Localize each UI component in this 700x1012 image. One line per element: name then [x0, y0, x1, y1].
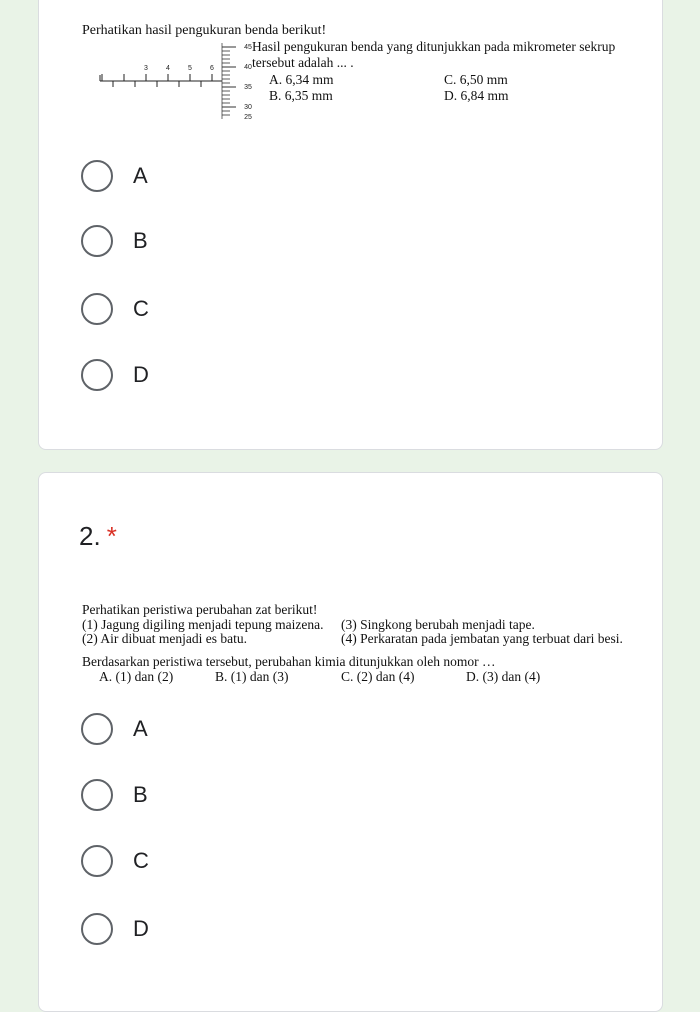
q1-radio-a[interactable] [81, 160, 113, 192]
question-2-text: Berdasarkan peristiwa tersebut, perubahan kimia ditunjukkan oleh nomor … [82, 654, 496, 669]
thimble-label-35: 35 [244, 84, 252, 91]
question-1-text-line-1: Hasil pengukuran benda yang ditunjukkan pada mikrometer sekrup [252, 39, 616, 54]
question-2-event-3: (3) Singkong berubah menjadi tape. [341, 617, 535, 632]
q1-choice-b-label: B [133, 228, 148, 253]
question-1-text-line-2: tersebut adalah ... . [252, 55, 354, 70]
question-1-option-d: D. 6,84 mm [444, 88, 509, 103]
q2-choice-b-label: B [133, 782, 148, 807]
sleeve-label-6: 6 [210, 65, 214, 72]
q2-choice-d-label: D [133, 916, 149, 941]
question-1-option-c: C. 6,50 mm [444, 72, 508, 87]
micrometer-diagram [92, 37, 262, 119]
q2-radio-a[interactable] [81, 713, 113, 745]
question-2-option-c: C. (2) dan (4) [341, 669, 415, 684]
thimble-label-25: 25 [244, 114, 252, 119]
question-2-option-a: A. (1) dan (2) [99, 669, 174, 684]
q1-choice-d[interactable] [81, 359, 149, 391]
q1-radio-b[interactable] [81, 225, 113, 257]
sleeve-label-5: 5 [188, 65, 192, 72]
q2-choice-d[interactable] [81, 913, 149, 945]
q1-radio-d[interactable] [81, 359, 113, 391]
question-2-event-4: (4) Perkaratan pada jembatan yang terbuat dari besi. [341, 631, 623, 646]
question-card-2 [38, 472, 663, 1012]
question-2-intro: Perhatikan peristiwa perubahan zat berikut! [82, 602, 318, 617]
question-2-option-b: B. (1) dan (3) [215, 669, 289, 684]
q2-radio-c[interactable] [81, 845, 113, 877]
question-2-title [79, 521, 117, 552]
thimble-label-40: 40 [244, 64, 252, 71]
q1-choice-c[interactable] [81, 293, 149, 325]
q2-choice-b[interactable] [81, 779, 148, 811]
q1-choice-a-label: A [133, 163, 148, 188]
q1-choice-d-label: D [133, 362, 149, 387]
question-2-event-1: (1) Jagung digiling menjadi tepung maizena. [82, 617, 324, 632]
question-2-event-2: (2) Air dibuat menjadi es batu. [82, 631, 247, 646]
q2-choice-c[interactable] [81, 845, 149, 877]
q2-radio-d[interactable] [81, 913, 113, 945]
thimble-label-30: 30 [244, 104, 252, 111]
question-2-number: 2. [79, 521, 101, 551]
question-1-intro: Perhatikan hasil pengukuran benda berikut! [82, 23, 327, 38]
q2-radio-b[interactable] [81, 779, 113, 811]
question-2-option-d: D. (3) dan (4) [466, 669, 541, 684]
q1-choice-c-label: C [133, 296, 149, 321]
q2-choice-a[interactable] [81, 713, 148, 745]
question-card-1 [38, 0, 663, 450]
question-1-option-a: A. 6,34 mm [269, 72, 334, 87]
q1-choice-a[interactable] [81, 160, 148, 192]
q1-choice-b[interactable] [81, 225, 148, 257]
sleeve-label-3: 3 [144, 65, 148, 72]
question-1-option-b: B. 6,35 mm [269, 88, 333, 103]
q2-choice-a-label: A [133, 716, 148, 741]
q1-radio-c[interactable] [81, 293, 113, 325]
required-asterisk: * [106, 521, 117, 551]
thimble-label-45: 45 [244, 44, 252, 51]
q2-choice-c-label: C [133, 848, 149, 873]
sleeve-label-4: 4 [166, 65, 170, 72]
